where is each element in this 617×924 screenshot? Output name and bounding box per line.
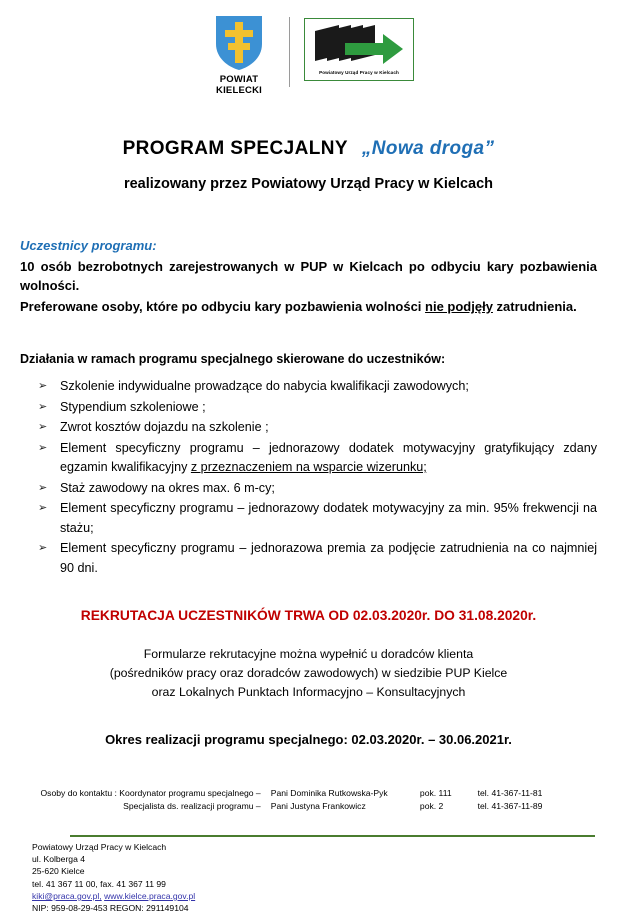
document-body <box>0 238 617 813</box>
list-item <box>38 479 597 499</box>
crest-caption-line1: POWIAT <box>219 74 259 85</box>
contact-phone: tel. 41-367-11-89 <box>477 801 543 811</box>
actions-heading: Działania w ramach programu specjalnego skierowane do uczestników: <box>20 352 446 366</box>
arrowhead-bullet-icon: ➢ <box>38 421 48 433</box>
list-item <box>38 539 597 578</box>
list-item-text: Element specyficzny programu – jednorazowa premia za podjęcie zatrudnienia na co najmniej 90 dni. <box>60 541 597 575</box>
list-item <box>38 377 597 397</box>
participants-paragraph-2 <box>20 297 597 316</box>
forms-info-line-1: Formularze rekrutacyjne można wypełnić u doradców klienta <box>143 647 474 661</box>
pup-logo <box>304 18 414 81</box>
footer-website-link[interactable]: www.kielce.praca.gov.pl <box>104 890 196 901</box>
page-title-quoted: „Nowa droga” <box>361 138 495 159</box>
list-item <box>38 418 597 438</box>
recruitment-banner: REKRUTACJA UCZESTNIKÓW TRWA OD 02.03.2020r. DO 31.08.2020r. <box>80 608 537 623</box>
footer-phone: tel. 41 367 11 00, fax. 41 367 11 99 <box>32 878 166 889</box>
list-item-text: Zwrot kosztów dojazdu na szkolenie ; <box>60 420 269 434</box>
footer-street: ul. Kolberga 4 <box>32 854 86 865</box>
list-item-text: Element specyficzny programu – jednorazowy dodatek motywacyjny za min. 95% frekwencji na stażu; <box>60 501 597 535</box>
footer-links <box>32 890 195 902</box>
participants-paragraph-1: 10 osób bezrobotnych zarejestrowanych w PUP w Kielcach po odbyciu kary pozbawienia wolności. <box>20 259 597 293</box>
crest-caption-line2: KIELECKI <box>216 85 262 96</box>
page-subtitle: realizowany przez Powiatowy Urząd Pracy w Kielcach <box>123 176 494 192</box>
arrowhead-bullet-icon: ➢ <box>38 441 48 454</box>
logo-divider <box>289 17 290 87</box>
list-item-text-underlined: z przeznaczeniem na wsparcie wizerunku; <box>190 460 427 474</box>
footer-address-block <box>32 841 195 914</box>
coat-of-arms-icon <box>214 14 264 72</box>
list-item <box>38 439 597 478</box>
arrowhead-bullet-icon: ➢ <box>38 481 48 494</box>
list-item-text: Element specyficzny programu – jednorazowy dodatek motywacyjny gratyfikujący zdany egzamin kwalifikacyjny <box>60 440 597 474</box>
program-period: Okres realizacji programu specjalnego: 02.03.2020r. – 30.06.2021r. <box>105 732 512 747</box>
page-title-main: PROGRAM SPECJALNY <box>122 138 348 159</box>
actions-list <box>20 377 597 578</box>
footer-org: Powiatowy Urząd Pracy w Kielcach <box>32 842 167 852</box>
contact-role: Specjalista ds. realizacji programu – <box>123 801 261 811</box>
contact-phone: tel. 41-367-11-81 <box>477 788 543 798</box>
participants-paragraph-2-post: zatrudnienia. <box>492 299 577 314</box>
contact-room: pok. 111 <box>419 788 452 798</box>
arrowhead-bullet-icon: ➢ <box>38 400 48 413</box>
coat-of-arms-block <box>203 14 275 96</box>
participants-heading: Uczestnicy programu: <box>20 238 157 253</box>
logo-bar <box>0 0 617 104</box>
arrowhead-bullet-icon: ➢ <box>38 380 48 392</box>
list-item-text: Staż zawodowy na okres max. 6 m-cy; <box>60 480 275 495</box>
participants-paragraph-2-pre: Preferowane osoby, które po odbyciu kary pozbawienia wolności <box>20 299 426 314</box>
footer-ids: NIP: 959-08-29-453 REGON: 291149104 <box>32 903 189 914</box>
pup-arrow-icon <box>305 19 411 77</box>
footer-divider <box>70 835 595 837</box>
list-item <box>38 398 597 418</box>
participants-paragraph-2-underlined: nie podjęły <box>425 299 493 314</box>
list-item <box>38 499 597 538</box>
arrowhead-bullet-icon: ➢ <box>38 542 48 554</box>
arrowhead-bullet-icon: ➢ <box>38 502 48 514</box>
footer-email-link[interactable]: kiki@praca.gov.pl, <box>32 890 102 901</box>
forms-info-line-2: (pośredników pracy oraz doradców zawodowych) w siedzibie PUP Kielce <box>109 666 508 680</box>
contact-row <box>20 800 597 813</box>
list-item-text: Stypendium szkoleniowe ; <box>60 399 206 414</box>
pup-logo-caption: Powiatowy Urząd Pracy w Kielcach <box>319 70 399 75</box>
crest-caption <box>216 74 262 96</box>
contact-room: pok. 2 <box>419 801 444 811</box>
list-item-text: Szkolenie indywidualne prowadzące do nabycia kwalifikacji zawodowych; <box>60 379 469 393</box>
contact-role: Osoby do kontaktu : Koordynator programu specjalnego – <box>40 788 261 798</box>
forms-info <box>20 645 597 702</box>
forms-info-line-3: oraz Lokalnych Punktach Informacyjno – Konsultacyjnych <box>151 685 466 699</box>
footer-city: 25-620 Kielce <box>32 866 85 877</box>
contact-person: Pani Dominika Rutkowska-Pyk <box>270 788 388 798</box>
contact-row <box>20 787 597 800</box>
page-title <box>0 138 617 160</box>
contacts-block <box>20 787 597 813</box>
contact-person: Pani Justyna Frankowicz <box>270 801 366 811</box>
